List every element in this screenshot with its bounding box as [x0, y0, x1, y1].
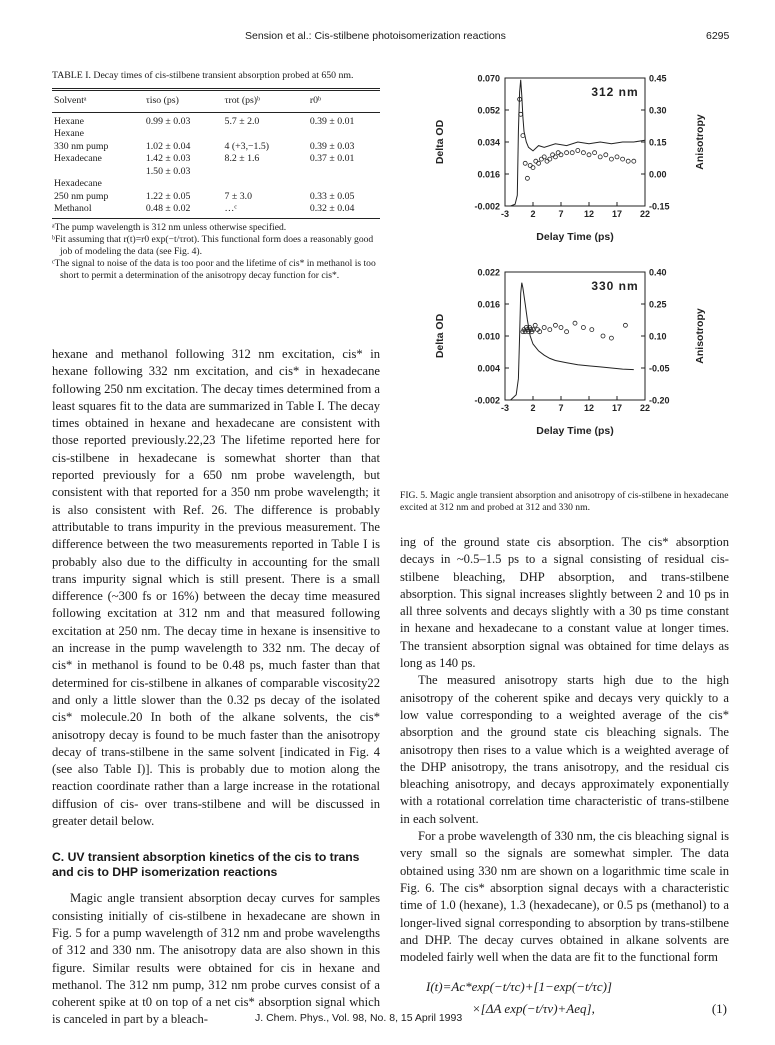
anisotropy-point — [559, 326, 563, 330]
right-paragraph-2: The measured anisotropy starts high due to the high anisotropy of the coherent spike and decays very quickly to a low value corresponding to a weighted average of the cis* absorption and the ground state cis bleaching signals. The anisotropy then rises to a value which is a weighted average of the DHP anisotropy, the trans anisotropy, and the residual cis bleaching anisotropy, and decays approximately exponentially with a rotational correlation time characteristic of trans-stilbene in each solvent. — [400, 673, 729, 826]
table-cell-r0: 0.33 ± 0.05 — [309, 190, 355, 202]
x-tick-label: 12 — [583, 209, 595, 219]
y-right-axis-label: Anisotropy — [694, 114, 706, 170]
table-row — [52, 191, 380, 204]
anisotropy-point — [533, 323, 537, 327]
table-row — [52, 141, 380, 154]
x-tick-label: 22 — [639, 209, 651, 219]
x-tick-label: 2 — [530, 403, 536, 413]
figure-5 — [395, 60, 735, 450]
anisotropy-point — [531, 166, 535, 170]
anisotropy-point — [551, 153, 555, 157]
table-1-footnote-b: ᵇFit assuming that r(t)=r0 exp(−t/τrot). This functional form does a reasonably good job of modeling the data (see Fig. 4). — [52, 233, 374, 257]
x-tick-label: 17 — [611, 403, 623, 413]
figure-5-caption: FIG. 5. Magic angle transient absorption and anisotropy of cis-stilbene in hexadecane excited at 312 nm and probed at 312 and 330 nm. — [400, 490, 729, 514]
anisotropy-point — [545, 159, 549, 163]
table-cell-r0: 0.39 ± 0.01 — [309, 115, 355, 127]
anisotropy-point — [521, 134, 525, 138]
table-row — [52, 112, 380, 128]
x-tick-label: -3 — [500, 209, 510, 219]
anisotropy-point — [601, 334, 605, 338]
anisotropy-point — [576, 149, 580, 153]
x-axis-label: Delay Time (ps) — [536, 231, 614, 243]
y-left-tick-label: 0.010 — [477, 331, 500, 342]
y-right-tick-label: 0.30 — [649, 105, 667, 116]
table-cell-tiso — [144, 128, 223, 141]
x-tick-label: -3 — [500, 403, 510, 413]
table-cell-tiso: 1.02 ± 0.04 — [145, 140, 191, 152]
section-c-heading: C. UV transient absorption kinetics of the cis to trans and cis to DHP isomerization reactions — [52, 850, 360, 880]
anisotropy-point — [632, 159, 636, 163]
y-left-tick-label: -0.002 — [474, 201, 500, 212]
anisotropy-point — [548, 328, 552, 332]
right-column — [400, 534, 729, 1020]
anisotropy-point — [542, 326, 546, 330]
y-left-tick-label: 0.016 — [477, 299, 500, 310]
x-tick-label: 7 — [558, 209, 564, 219]
chart-title: 312 nm — [591, 85, 639, 99]
anisotropy-point — [604, 153, 608, 157]
col-header-r0: r0ᵇ — [309, 95, 322, 107]
anisotropy-point — [523, 161, 527, 165]
left-paragraph-2: Magic angle transient absorption decay curves for samples consisting initially of cis-stilbene in hexadecane are shown in Fig. 5 for a pump wavelength of 312 nm and probe wavelengths of 312 and 330 nm. The anisotropy data are also shown in this figure. Similar results were obtained for cis in hexane and methanol. The 312 nm pump, 312 nm probe curves consist of a coherent spike at t0 on top of a net cis* absorption signal which is canceled in part by a bleach- — [52, 891, 380, 1027]
y-right-tick-label: -0.05 — [649, 363, 670, 374]
table-cell-trot — [223, 128, 308, 141]
table-header-row — [52, 91, 380, 112]
anisotropy-point — [609, 336, 613, 340]
equation-number: (1) — [711, 1001, 727, 1017]
x-axis-label: Delay Time (ps) — [536, 425, 614, 437]
table-row — [52, 128, 380, 141]
table-row — [52, 153, 380, 166]
anisotropy-point — [598, 155, 602, 159]
anisotropy-point — [559, 153, 563, 157]
right-paragraph-3: For a probe wavelength of 330 nm, the cis bleaching signal is very small so the signals are somewhat simpler. The data obtained using 330 nm are shown on a logarithmic time scale in Fig. 6. The cis* absorption signal decays with a characteristic time of 1.0 (hexane), 1.3 (hexadecane), or 0.5 ps (methanol) to a longer-lived signal corresponding to absorption by trans-stilbene and DHP. The decay curves obtained in alkane solvents are modeled fairly well when the data are fit to the functional form — [400, 829, 729, 965]
chart-title: 330 nm — [591, 279, 639, 293]
y-right-tick-label: -0.20 — [649, 395, 670, 406]
x-tick-label: 2 — [530, 209, 536, 219]
y-left-axis-label: Delta OD — [434, 313, 446, 359]
table-cell-trot: …ᶜ — [224, 203, 237, 215]
y-right-tick-label: 0.10 — [649, 331, 667, 342]
chart-330nm — [434, 268, 706, 438]
table-cell-solvent: 250 nm pump — [54, 190, 109, 202]
table-cell-tiso — [144, 178, 223, 191]
page-number: 6295 — [706, 30, 730, 42]
anisotropy-point — [556, 151, 560, 155]
anisotropy-point — [621, 157, 625, 161]
y-right-tick-label: 0.45 — [649, 73, 667, 84]
anisotropy-point — [548, 157, 552, 161]
table-row — [52, 203, 380, 216]
table-cell-solvent: Hexane — [54, 115, 84, 127]
anisotropy-point — [626, 159, 630, 163]
table-cell-trot — [223, 178, 308, 191]
y-left-tick-label: 0.022 — [477, 267, 500, 278]
y-left-tick-label: 0.034 — [477, 137, 500, 148]
anisotropy-point — [528, 164, 532, 168]
col-header-trot: τrot (ps)ᵇ — [224, 95, 261, 107]
y-left-tick-label: 0.070 — [477, 73, 500, 84]
y-right-tick-label: 0.15 — [649, 137, 667, 148]
x-tick-label: 7 — [558, 403, 564, 413]
table-cell-trot — [223, 166, 308, 179]
anisotropy-point — [581, 151, 585, 155]
y-left-tick-label: 0.004 — [477, 363, 500, 374]
anisotropy-point — [609, 157, 613, 161]
anisotropy-point — [553, 155, 557, 159]
table-1-body — [52, 112, 380, 216]
col-header-tiso: τiso (ps) — [145, 95, 179, 107]
anisotropy-point — [525, 176, 529, 180]
table-cell-r0 — [308, 166, 380, 179]
anisotropy-point — [534, 159, 538, 163]
table-row — [52, 166, 380, 179]
table-cell-tiso: 0.99 ± 0.03 — [145, 115, 191, 127]
table-cell-tiso: 1.42 ± 0.03 — [145, 153, 191, 165]
anisotropy-point — [593, 151, 597, 155]
y-left-tick-label: -0.002 — [474, 395, 500, 406]
x-tick-label: 12 — [583, 403, 595, 413]
table-cell-trot: 8.2 ± 1.6 — [224, 153, 260, 165]
table-cell-tiso: 1.22 ± 0.05 — [145, 190, 191, 202]
table-cell-tiso: 1.50 ± 0.03 — [145, 165, 191, 177]
table-cell-trot: 7 ± 3.0 — [224, 190, 252, 202]
table-cell-r0 — [308, 128, 380, 141]
table-cell-trot: 5.7 ± 2.0 — [224, 115, 260, 127]
anisotropy-point — [570, 151, 574, 155]
footer-citation: J. Chem. Phys., Vol. 98, No. 8, 15 April 1993 — [255, 1012, 463, 1024]
y-right-tick-label: 0.25 — [649, 299, 667, 310]
y-left-axis-label: Delta OD — [434, 119, 446, 165]
table-cell-solvent: 330 nm pump — [54, 140, 109, 152]
chart-312nm — [434, 74, 706, 244]
anisotropy-point — [573, 321, 577, 325]
table-row — [52, 178, 380, 191]
table-1-caption: TABLE I. Decay times of cis-stilbene transient absorption probed at 650 nm. — [52, 70, 354, 81]
table-cell-trot: 4 (+3,−1.5) — [224, 140, 270, 152]
anisotropy-point — [565, 330, 569, 334]
table-1 — [52, 70, 380, 282]
table-cell-solvent: Hexane — [54, 128, 84, 140]
y-right-tick-label: -0.15 — [649, 201, 670, 212]
anisotropy-point — [553, 323, 557, 327]
right-paragraph-1: ing of the ground state cis absorption. The cis* absorption decays in ~0.5–1.5 ps to a signal consisting of residual cis-stilbene bleaching, DHP absorption, and trans-stilbene absorption. This signal increases slightly between 2 and 10 ps in all three solvents and decays slightly with a 30 ps time constant in hexane and hexadecane to a constant value at longer times. The transient absorption signal was obtained for time delays as long as 140 ps. — [400, 535, 729, 671]
x-tick-label: 22 — [639, 403, 651, 413]
table-cell-tiso: 0.48 ± 0.02 — [145, 203, 191, 215]
y-right-tick-label: 0.40 — [649, 267, 667, 278]
table-cell-solvent: Hexadecane — [54, 153, 102, 165]
table-cell-solvent: Hexadecane — [54, 178, 102, 190]
anisotropy-point — [565, 151, 569, 155]
table-cell-r0: 0.37 ± 0.01 — [309, 153, 355, 165]
y-right-axis-label: Anisotropy — [694, 308, 706, 364]
x-tick-label: 17 — [611, 209, 623, 219]
y-left-tick-label: 0.016 — [477, 169, 500, 180]
running-header-title: Sension et al.: Cis-stilbene photoisomerization reactions — [245, 30, 506, 42]
anisotropy-point — [587, 153, 591, 157]
col-header-solvent: Solventᵃ — [54, 95, 87, 107]
left-paragraph-1: hexane and methanol following 312 nm excitation, cis* in hexane following 332 nm excitation, and cis* in hexadecane following 250 nm excitation. The decay times determined from a least squares fit to the data are summarized in Table I. The decay times obtained in hexane and hexadecane are consistent with those reported previously.22,23 The lifetime reported here for cis-stilbene in hexadecane is somewhat shorter than that reported previously for a 650 nm probe wavelength, but consistent with that reported for a 350 nm probe wavelength; it is also consistent with Ref. 26. The difference is probably attributable to trans impurity in the previous measurement. The difference between the two measurements reported in Table I is probably also due to the difficulty in accounting for the small trans impurity signal which is still present. There is a small difference (~300 fs or 16%) between the decay time measured following excitation at 312 nm and that measured following excitation at 250 nm. The decay time in hexane is insensitive to an increase in the pump wavelength to 332 nm. The decay of cis* in methanol is found to be 0.48 ps, much faster than that determined for cis-stilbene in alkanes of comparable viscosity22 and only a little slower than the 0.32 ps decay of the isolated cis* molecule.20 In both of the alkane solvents, the cis* anisotropy decay is found to be much faster than the anisotropy decay of trans-stilbene in the same solvent [indicated in Fig. 4 (see also Table I)]. This is probably due to motion along the reaction coordinate rather than a large increase in the rotational diffusion of cis- over trans-stilbene and will be discussed in greater detail below. — [52, 347, 380, 829]
anisotropy-point — [590, 328, 594, 332]
table-1-grid — [52, 91, 380, 216]
table-cell-r0: 0.39 ± 0.03 — [309, 140, 355, 152]
anisotropy-point — [542, 155, 546, 159]
delta-od-line — [511, 283, 634, 400]
y-right-tick-label: 0.00 — [649, 169, 667, 180]
table-cell-solvent: Methanol — [54, 203, 92, 215]
y-left-tick-label: 0.052 — [477, 105, 500, 116]
table-cell-solvent — [52, 166, 144, 179]
equation-line-2: ×[ΔA exp(−t/τv)+Aeq], — [472, 1001, 595, 1017]
left-column — [52, 346, 380, 1029]
anisotropy-point — [615, 155, 619, 159]
table-1-footnote-a: ᵃThe pump wavelength is 312 nm unless otherwise specified. — [52, 221, 287, 233]
equation-line-1: I(t)=Ac*exp(−t/τc)+[1−exp(−t/τc)] — [426, 979, 612, 995]
table-cell-r0 — [308, 178, 380, 191]
anisotropy-point — [581, 326, 585, 330]
table-1-footnote-c: ᶜThe signal to noise of the data is too poor and the lifetime of cis* in methanol is too short to permit a determination of the anisotropy decay function for cis*. — [52, 257, 376, 281]
anisotropy-point — [623, 323, 627, 327]
anisotropy-point — [537, 161, 541, 165]
table-cell-r0: 0.32 ± 0.04 — [309, 203, 355, 215]
